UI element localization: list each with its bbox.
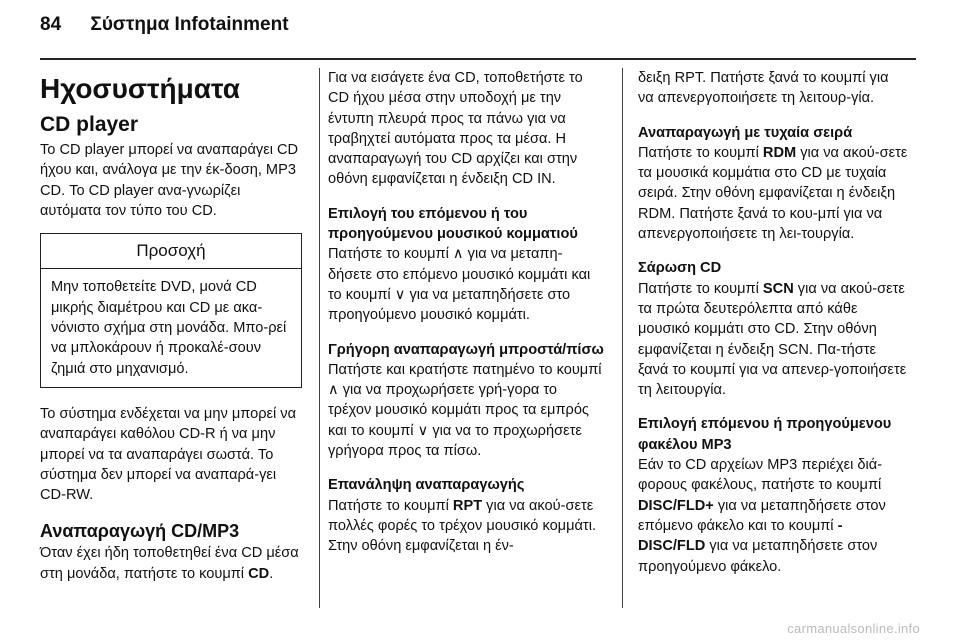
page-header bbox=[40, 14, 289, 36]
fast-text-a: Πατήστε και κρατήστε πατημένο το κουμπί bbox=[328, 361, 602, 378]
column-3 bbox=[638, 68, 908, 591]
scan-section bbox=[638, 258, 908, 400]
page-number: 84 bbox=[40, 14, 62, 35]
play-heading: Αναπαραγωγή CD/MP3 bbox=[40, 521, 240, 542]
rpt-key-label: RPT bbox=[452, 497, 483, 514]
next-track-section bbox=[328, 204, 604, 326]
caution-text: Μην τοποθετείτε DVD, μονά CD μικρής διαμέτρου και CD με ακα-νόνιστο σχήμα στη μονάδα. Μπο-ρεί να μπλοκάρουν ή προκαλέ-σουν ζημιά στο μηχανισμό. bbox=[51, 279, 287, 377]
repeat-heading: Επανάληψη αναπαραγωγής bbox=[328, 477, 525, 494]
caution-title: Προσοχή bbox=[41, 234, 301, 269]
random-section bbox=[638, 123, 908, 245]
random-text-b: για να ακού-σετε τα μουσικά κομμάτια στο CD με τυχαία σειρά. Στην οθόνη εμφανίζεται η ένδειξη RDM. Πατήστε ξανά το κου-μπί για να απενεργοποιήσετε τη λει-τουργία. bbox=[638, 144, 908, 243]
scan-text-a: Πατήστε το κουμπί bbox=[638, 280, 759, 297]
up-arrow-icon: ∧ bbox=[328, 382, 339, 399]
column-divider-1 bbox=[319, 68, 320, 608]
repeat-section bbox=[328, 475, 604, 556]
next-text-b: για να μεταπη-δήσετε στο επόμενο μουσικό κομμάτι και το κουμπί bbox=[328, 246, 591, 303]
play-paragraph bbox=[40, 543, 302, 584]
random-heading: Αναπαραγωγή με τυχαία σειρά bbox=[638, 124, 853, 141]
caution-box bbox=[40, 233, 302, 388]
play-text-b: . bbox=[269, 565, 274, 582]
scan-text-b: για να ακού-σετε τα πρώτα δευτερόλεπτα από κάθε μουσικό κομμάτι στο CD. Στην οθόνη εμφανίζεται η ένδειξη SCN. Πα-τήστε ξανά το κουμπί για να απενερ-γοποιήσετε τη λειτουργία. bbox=[638, 280, 907, 399]
next-track-heading: Επιλογή του επόμενου ή του προηγούμενου μουσικού κομματιού bbox=[328, 205, 578, 243]
cd-key-label: CD bbox=[248, 565, 270, 582]
play-text-a: Όταν έχει ήδη τοποθετηθεί ένα CD μέσα στη μονάδα, πατήστε το κουμπί bbox=[40, 545, 299, 582]
random-text-a: Πατήστε το κουμπί bbox=[638, 144, 759, 161]
scn-key-label: SCN bbox=[762, 280, 794, 297]
rdm-key-label: RDM bbox=[762, 144, 797, 161]
cdr-paragraph: Το σύστημα ενδέχεται να μην μπορεί να αναπαράγει καθόλου CD-R ή να μην μπορεί να τα αναπαράγει σωστά. Το σύστημα δεν μπορεί να αναπαρά-γει CD-RW. bbox=[40, 405, 297, 504]
fast-forward-heading: Γρήγορη αναπαραγωγή μπροστά/πίσω bbox=[328, 341, 604, 358]
fast-text-c: για να το προχωρήσετε γρήγορα προς τα πίσω. bbox=[328, 422, 582, 460]
cd-player-heading: CD player bbox=[40, 113, 139, 136]
column-1 bbox=[40, 68, 302, 598]
cd-player-paragraph: Το CD player μπορεί να αναπαράγει CD ήχου και, ανάλογα με την έκ-δοση, MP3 CD. Το CD player ανα-γνωρίζει αυτόματα τον τύπο του CD. bbox=[40, 142, 299, 219]
down-arrow-icon: ∨ bbox=[417, 422, 429, 439]
folder-text-a: Εάν το CD αρχείων MP3 περιέχει διά-φορους φακέλους, πατήστε το κουμπί bbox=[638, 457, 883, 494]
next-text-a: Πατήστε το κουμπί bbox=[328, 246, 449, 263]
header-rule bbox=[40, 58, 916, 60]
rpt-continued-paragraph: δειξη RPT. Πατήστε ξανά το κουμπί για να απενεργοποιήσετε τη λειτουρ-γία. bbox=[638, 70, 889, 107]
column-divider-2 bbox=[622, 68, 623, 608]
next-text-c: για να μεταπηδήσετε στο προηγούμενο μουσικό κομμάτι. bbox=[328, 286, 571, 324]
column-2 bbox=[328, 68, 604, 571]
folder-heading: Επιλογή επόμενου ή προηγούμενου φακέλου MP3 bbox=[638, 416, 892, 453]
page-title: Σύστημα Infotainment bbox=[90, 14, 289, 35]
insert-paragraph: Για να εισάγετε ένα CD, τοποθετήστε το CD ήχου μέσα στην υποδοχή με την έντυπη πλευρά προς τα πάνω για να τραβηχτεί αυτόματα προς τα μέσα. Η αναπαραγωγή του CD αρχίζει και στην οθόνη εμφανίζεται η ένδειξη CD IN. bbox=[328, 70, 583, 188]
folder-text-c: για να μεταπηδήσετε στον προηγούμενο φάκελο. bbox=[638, 538, 878, 575]
watermark: carmanualsonline.info bbox=[787, 621, 920, 636]
up-arrow-icon: ∧ bbox=[452, 246, 464, 263]
fast-text-b: για να προχωρήσετε γρή-γορα το τρέχον μουσικό κομμάτι προς τα εμπρός και το κουμπί bbox=[328, 382, 589, 439]
down-arrow-icon: ∨ bbox=[394, 286, 406, 303]
section-title: Ηχοσυστήματα bbox=[40, 73, 240, 104]
disc-fld-minus-key-label: -DISC/FLD bbox=[638, 517, 843, 555]
folder-text-b: για να μεταπηδήσετε στον επόμενο φάκελο και το κουμπί bbox=[638, 497, 886, 534]
scan-heading: Σάρωση CD bbox=[638, 260, 722, 277]
fast-forward-section bbox=[328, 340, 604, 462]
repeat-text-a: Πατήστε το κουμπί bbox=[328, 497, 449, 514]
repeat-text-b: για να ακού-σετε πολλές φορές το τρέχον μουσικό κομμάτι. Στην οθόνη εμφανίζεται η έν- bbox=[328, 497, 596, 555]
disc-fld-plus-key-label: DISC/FLD+ bbox=[638, 497, 714, 514]
folder-section bbox=[638, 414, 908, 576]
